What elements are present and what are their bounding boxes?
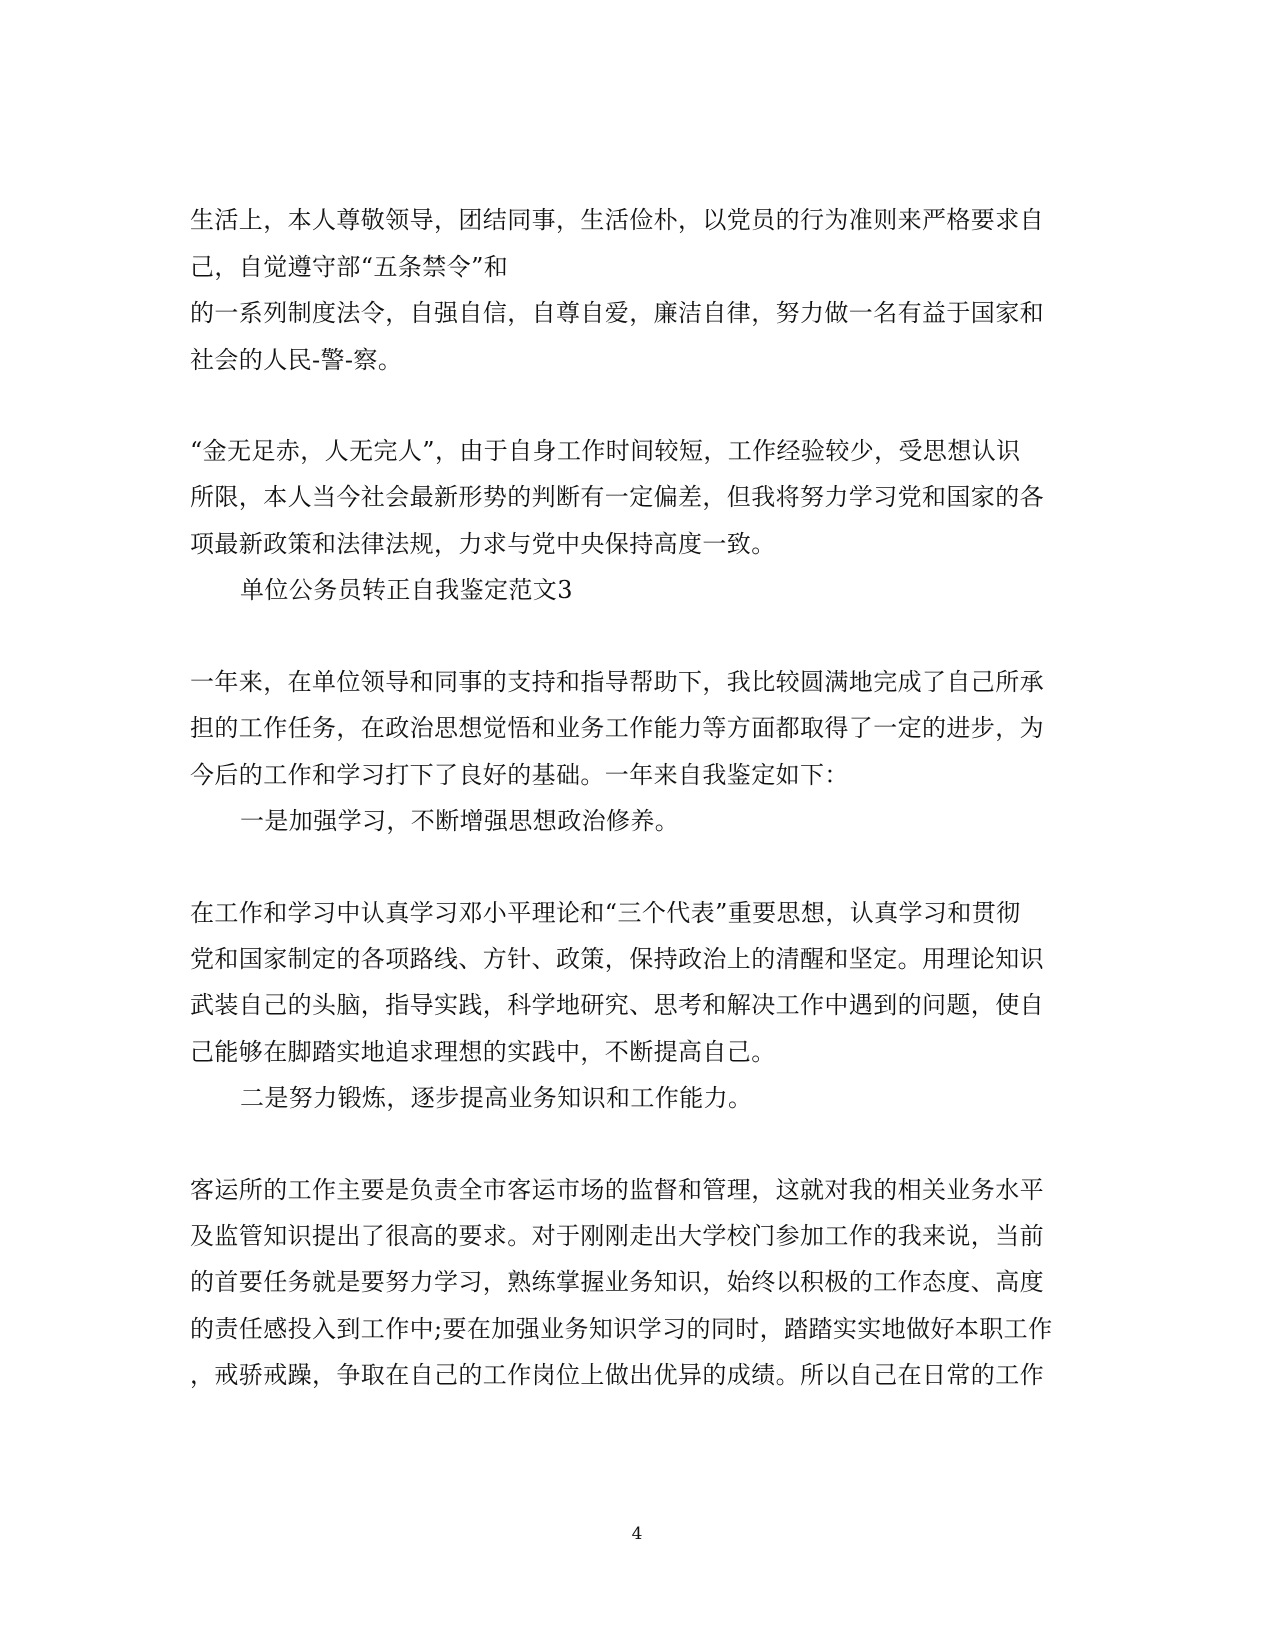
- paragraph-line: 一年来，在单位领导和同事的支持和指导帮助下，我比较圆满地完成了自己所承: [190, 668, 1044, 696]
- paragraph-line: 及监管知识提出了很高的要求。对于刚刚走出大学校门参加工作的我来说，当前: [190, 1222, 1044, 1250]
- paragraph-line: 今后的工作和学习打下了良好的基础。一年来自我鉴定如下：: [190, 761, 849, 789]
- subsection-heading: 一是加强学习，不断增强思想政治修养。: [240, 807, 680, 835]
- paragraph-line: 的首要任务就是要努力学习，熟练掌握业务知识，始终以积极的工作态度、高度: [190, 1268, 1044, 1296]
- section-heading: 单位公务员转正自我鉴定范文3: [240, 576, 573, 604]
- paragraph-line: 生活上，本人尊敬领导，团结同事，生活俭朴，以党员的行为准则来严格要求自: [190, 206, 1044, 234]
- paragraph-line: 党和国家制定的各项路线、方针、政策，保持政治上的清醒和坚定。用理论知识: [190, 945, 1044, 973]
- page-number: 4: [631, 1524, 643, 1544]
- paragraph-line: 武装自己的头脑，指导实践，科学地研究、思考和解决工作中遇到的问题，使自: [190, 991, 1044, 1019]
- paragraph-line: 在工作和学习中认真学习邓小平理论和“三个代表”重要思想，认真学习和贯彻: [190, 899, 1021, 927]
- subsection-heading: 二是努力锻炼，逐步提高业务知识和工作能力。: [240, 1084, 753, 1112]
- paragraph-line: 所限，本人当今社会最新形势的判断有一定偏差，但我将努力学习党和国家的各: [190, 483, 1044, 511]
- paragraph-line: 社会的人民-警-察。: [190, 346, 403, 374]
- paragraph-line: 的一系列制度法令，自强自信，自尊自爱，廉洁自律，努力做一名有益于国家和: [190, 299, 1044, 327]
- paragraph-line: 己，自觉遵守部“五条禁令”和: [190, 253, 509, 281]
- paragraph-line: 的责任感投入到工作中;要在加强业务知识学习的同时，踏踏实实地做好本职工作: [190, 1315, 1053, 1343]
- paragraph-line: ，戒骄戒躁，争取在自己的工作岗位上做出优异的成绩。所以自己在日常的工作: [190, 1361, 1044, 1389]
- paragraph-line: 己能够在脚踏实地追求理想的实践中，不断提高自己。: [190, 1038, 776, 1066]
- paragraph-line: 项最新政策和法律法规，力求与党中央保持高度一致。: [190, 530, 776, 558]
- paragraph-line: 客运所的工作主要是负责全市客运市场的监督和管理，这就对我的相关业务水平: [190, 1176, 1044, 1204]
- paragraph-line: “金无足赤，人无完人”，由于自身工作时间较短，工作经验较少，受思想认识: [190, 437, 1021, 465]
- paragraph-line: 担的工作任务，在政治思想觉悟和业务工作能力等方面都取得了一定的进步，为: [190, 714, 1044, 742]
